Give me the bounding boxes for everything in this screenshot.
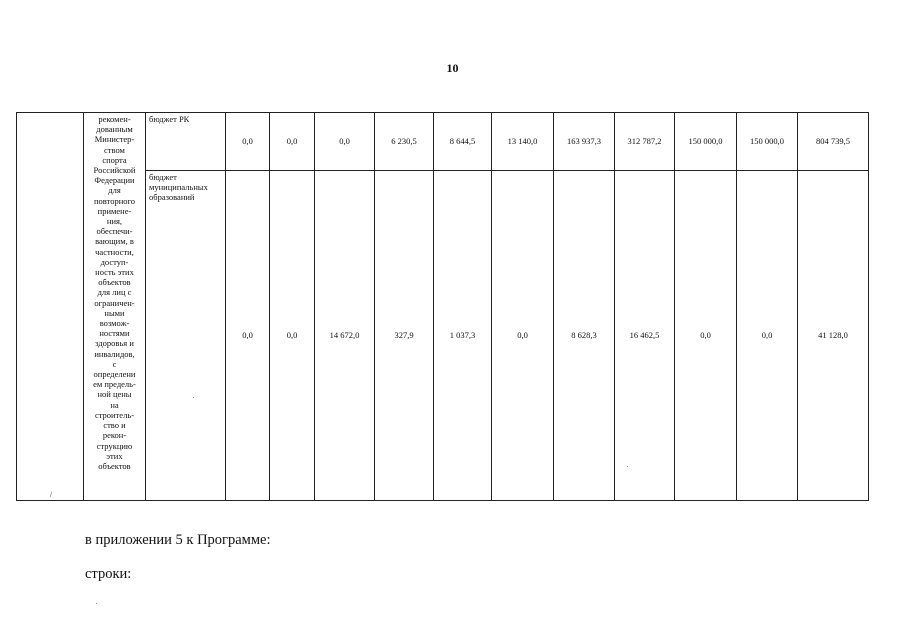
measure-description-line: струкцию	[96, 440, 133, 451]
measure-description-line: обеспечи-	[96, 226, 133, 237]
value-cell: 312 787,2	[615, 113, 675, 171]
measure-description	[84, 114, 145, 471]
value-cell: 0,0	[226, 171, 270, 501]
value-cell: 8 628,3	[554, 171, 615, 501]
measure-description-line: рекомен-	[98, 114, 131, 124]
value-cell: 6 230,5	[375, 113, 434, 171]
measure-description-line: на	[110, 399, 119, 410]
rows-label-text: строки:	[85, 566, 132, 582]
measure-description-line: для лиц с	[97, 287, 132, 298]
measure-description-line: строитель-	[94, 409, 135, 420]
measure-description-line: для	[108, 185, 121, 196]
measure-description-line: примене-	[97, 205, 132, 216]
measure-description-line: ограничен-	[94, 297, 135, 308]
measure-description-line: ем предель-	[93, 379, 136, 390]
value-cell: 0,0	[737, 171, 798, 501]
value-cell: 150 000,0	[737, 113, 798, 171]
appendix-reference-text: в приложении 5 к Программе:	[85, 532, 271, 548]
measure-description-line: инвалидов,	[94, 348, 135, 359]
table-row-budget-rk	[17, 113, 869, 171]
measure-description-line: вающим, в	[95, 236, 134, 247]
measure-description-line: частности,	[95, 246, 134, 257]
measure-description-line: рекон-	[102, 430, 127, 441]
value-cell: 327,9	[375, 171, 434, 501]
measure-description-line: спорта	[102, 154, 127, 165]
measure-description-line: ством	[104, 144, 125, 155]
budget-table	[16, 112, 869, 501]
value-cell: 13 140,0	[492, 113, 554, 171]
measure-description-line: возмож-	[99, 318, 130, 329]
measure-description-line: Федерации	[94, 175, 135, 186]
funding-source-cell: бюджет муниципальных образований	[146, 171, 226, 501]
value-cell: 14 672,0	[315, 171, 375, 501]
scan-speck	[627, 466, 628, 467]
total-value-cell: 41 128,0	[798, 171, 869, 501]
measure-description-cell	[84, 113, 146, 501]
measure-description-line: ной цены	[97, 389, 132, 400]
value-cell: 16 462,5	[615, 171, 675, 501]
value-cell: 0,0	[270, 113, 315, 171]
measure-description-line: объектов	[98, 460, 131, 471]
scan-speck	[96, 603, 97, 604]
value-cell: 0,0	[226, 113, 270, 171]
measure-description-line: ство и	[103, 420, 126, 431]
funding-source-cell: бюджет РК	[146, 113, 226, 171]
measure-description-line: здоровья и	[95, 338, 134, 349]
measure-description-line: определени	[93, 369, 136, 380]
empty-first-column-cell	[17, 113, 84, 501]
value-cell: 0,0	[315, 113, 375, 171]
measure-description-line: повторного	[93, 195, 136, 206]
measure-description-line: ными	[104, 307, 125, 318]
measure-description-line: с	[112, 358, 117, 369]
scan-speck	[193, 397, 194, 398]
value-cell: 163 937,3	[554, 113, 615, 171]
measure-description-line: этих	[106, 450, 123, 461]
measure-description-line: Министер-	[94, 134, 135, 145]
measure-description-line: Российской	[93, 165, 136, 176]
measure-description-line: ния,	[106, 216, 123, 227]
value-cell: 1 037,3	[434, 171, 492, 501]
measure-description-line: ностями	[99, 328, 130, 339]
value-cell: 0,0	[270, 171, 315, 501]
value-cell: 0,0	[675, 171, 737, 501]
measure-description-line: дованным	[96, 124, 133, 135]
value-cell: 0,0	[492, 171, 554, 501]
measure-description-line: объектов	[98, 277, 131, 288]
measure-description-line: доступ-	[100, 256, 129, 267]
page-number: 10	[446, 61, 459, 75]
pen-mark: /	[49, 489, 53, 499]
value-cell: 8 644,5	[434, 113, 492, 171]
value-cell: 150 000,0	[675, 113, 737, 171]
total-value-cell: 804 739,5	[798, 113, 869, 171]
measure-description-line: ность этих	[95, 267, 134, 278]
